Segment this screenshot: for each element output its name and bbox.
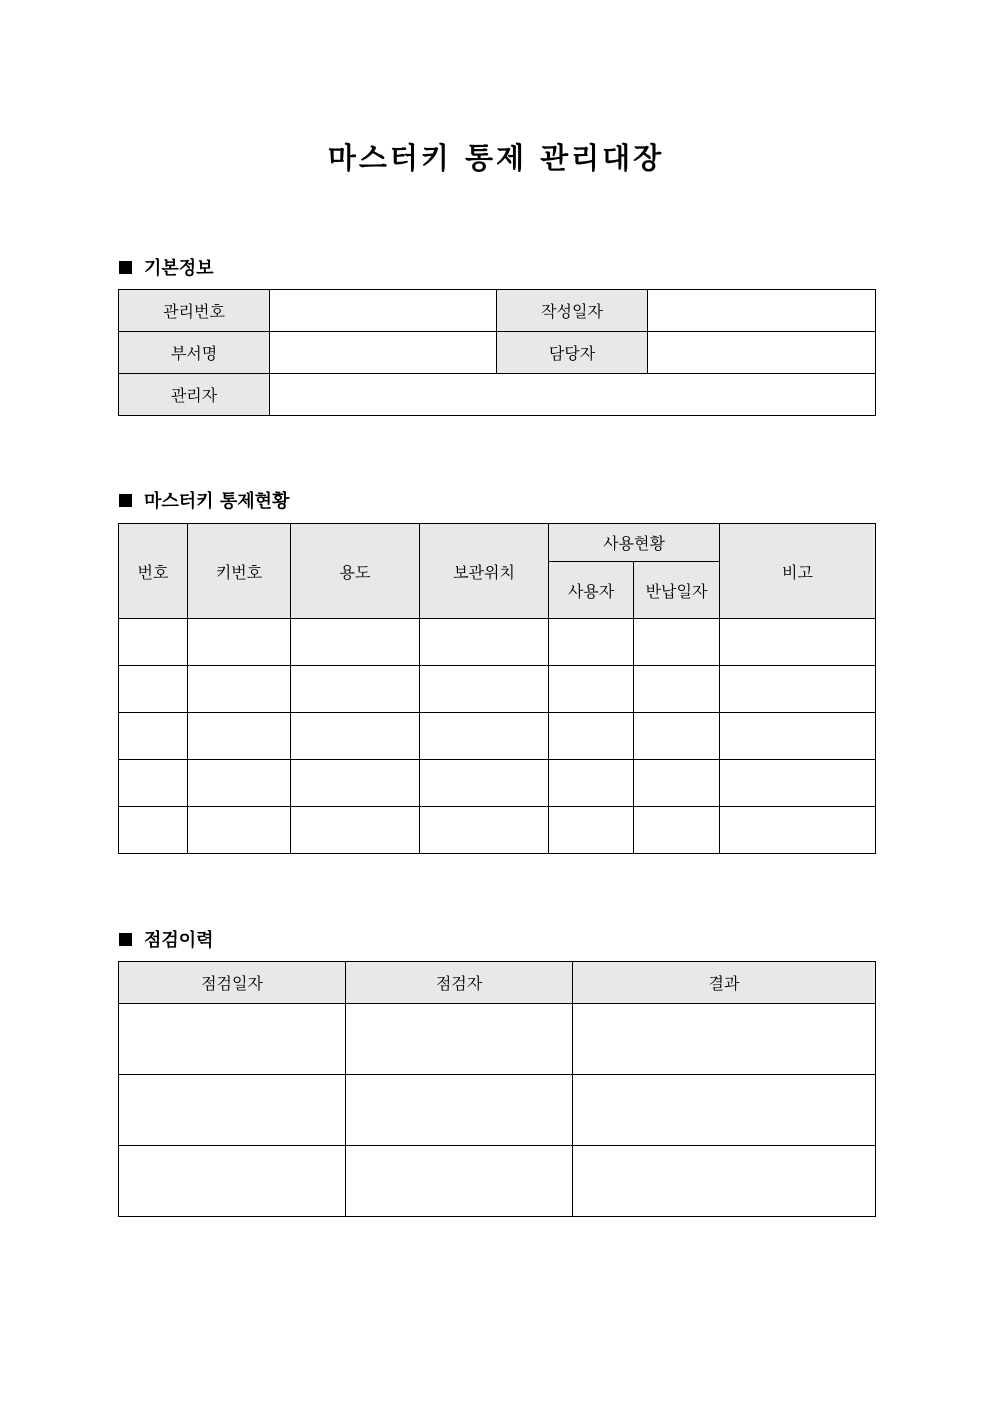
section-heading-control-status [119, 487, 289, 513]
label-department: 부서명 [119, 332, 270, 374]
label-mgmt-no: 관리번호 [119, 290, 270, 332]
cell-return-date[interactable] [634, 666, 720, 713]
cell-purpose[interactable] [291, 760, 420, 807]
cell-return-date[interactable] [634, 760, 720, 807]
input-department[interactable] [270, 332, 497, 374]
header-inspection-date: 점검일자 [119, 962, 346, 1004]
input-person-in-charge[interactable] [648, 332, 876, 374]
section-heading-label: 점검이력 [144, 930, 214, 951]
inspection-history-table [118, 961, 876, 1217]
cell-storage-location[interactable] [420, 807, 549, 854]
label-manager: 관리자 [119, 374, 270, 416]
section-heading-label: 기본정보 [144, 258, 214, 279]
section-heading-inspection-history [119, 926, 214, 952]
cell-inspector[interactable] [346, 1146, 573, 1217]
header-storage-location: 보관위치 [420, 524, 549, 619]
cell-no[interactable] [119, 619, 188, 666]
label-date-written: 작성일자 [497, 290, 648, 332]
section-heading-label: 마스터키 통제현황 [144, 491, 290, 512]
cell-user[interactable] [549, 807, 634, 854]
cell-user[interactable] [549, 760, 634, 807]
cell-result[interactable] [573, 1004, 876, 1075]
header-remarks: 비고 [720, 524, 876, 619]
cell-key-no[interactable] [188, 807, 291, 854]
cell-purpose[interactable] [291, 713, 420, 760]
cell-no[interactable] [119, 760, 188, 807]
control-status-table [118, 523, 876, 854]
cell-storage-location[interactable] [420, 760, 549, 807]
table-row [119, 760, 876, 807]
table-row [119, 619, 876, 666]
cell-key-no[interactable] [188, 713, 291, 760]
header-inspector: 점검자 [346, 962, 573, 1004]
header-no: 번호 [119, 524, 188, 619]
cell-inspection-date[interactable] [119, 1075, 346, 1146]
square-bullet-icon [119, 261, 132, 274]
cell-remarks[interactable] [720, 619, 876, 666]
input-date-written[interactable] [648, 290, 876, 332]
cell-no[interactable] [119, 807, 188, 854]
cell-inspection-date[interactable] [119, 1146, 346, 1217]
cell-return-date[interactable] [634, 619, 720, 666]
cell-result[interactable] [573, 1146, 876, 1217]
square-bullet-icon [119, 494, 132, 507]
cell-no[interactable] [119, 666, 188, 713]
cell-purpose[interactable] [291, 619, 420, 666]
cell-purpose[interactable] [291, 807, 420, 854]
cell-remarks[interactable] [720, 807, 876, 854]
header-user: 사용자 [549, 562, 634, 619]
header-key-no: 키번호 [188, 524, 291, 619]
cell-key-no[interactable] [188, 619, 291, 666]
header-return-date: 반납일자 [634, 562, 720, 619]
cell-remarks[interactable] [720, 760, 876, 807]
table-row [119, 1004, 876, 1075]
cell-key-no[interactable] [188, 760, 291, 807]
cell-remarks[interactable] [720, 666, 876, 713]
header-usage-status: 사용현황 [549, 524, 720, 562]
cell-storage-location[interactable] [420, 713, 549, 760]
input-manager[interactable] [270, 374, 876, 416]
cell-user[interactable] [549, 619, 634, 666]
cell-return-date[interactable] [634, 713, 720, 760]
cell-return-date[interactable] [634, 807, 720, 854]
header-result: 결과 [573, 962, 876, 1004]
table-row [119, 713, 876, 760]
cell-result[interactable] [573, 1075, 876, 1146]
cell-inspector[interactable] [346, 1075, 573, 1146]
cell-key-no[interactable] [188, 666, 291, 713]
cell-no[interactable] [119, 713, 188, 760]
header-purpose: 용도 [291, 524, 420, 619]
cell-user[interactable] [549, 666, 634, 713]
cell-storage-location[interactable] [420, 666, 549, 713]
input-mgmt-no[interactable] [270, 290, 497, 332]
cell-inspection-date[interactable] [119, 1004, 346, 1075]
square-bullet-icon [119, 933, 132, 946]
cell-remarks[interactable] [720, 713, 876, 760]
label-person-in-charge: 담당자 [497, 332, 648, 374]
table-row [119, 807, 876, 854]
section-heading-basic-info [119, 254, 214, 280]
document-title: 마스터키 통제 관리대장 [327, 141, 665, 175]
cell-storage-location[interactable] [420, 619, 549, 666]
table-row [119, 666, 876, 713]
table-row [119, 1146, 876, 1217]
basic-info-table [118, 289, 876, 416]
cell-purpose[interactable] [291, 666, 420, 713]
cell-user[interactable] [549, 713, 634, 760]
table-row [119, 1075, 876, 1146]
cell-inspector[interactable] [346, 1004, 573, 1075]
